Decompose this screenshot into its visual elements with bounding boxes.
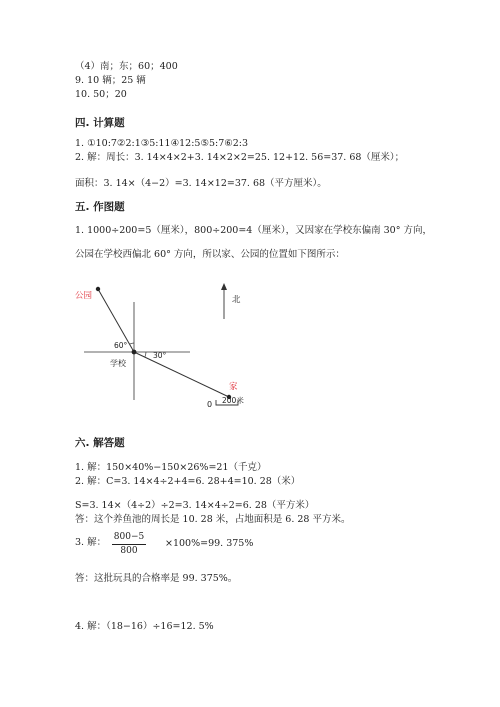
school-label: 学校 <box>110 359 126 368</box>
q3-suffix: ×100%=99. 375% <box>165 538 254 549</box>
drawing-line-2: 公园在学校西偏北 60° 方向，所以家、公园的位置如下图所示： <box>75 249 345 260</box>
north-arrow-icon <box>221 283 227 290</box>
home-label: 家 <box>229 382 238 392</box>
angle-30-label: 30° <box>153 351 167 360</box>
answer-line-9: 9. 10 辆；25 辆 <box>75 75 146 86</box>
q3-denominator: 800 <box>120 546 138 556</box>
answer-line-10: 10. 50；20 <box>75 89 127 100</box>
calc-line-1: 1. ①10:7②2:1③5:11④12:5⑤5:7⑥2:3 <box>75 138 249 149</box>
drawing-line-1: 1. 1000÷200=5（厘米），800÷200=4（厘米），又因家在学校东偏南 30° 方向， <box>75 225 432 236</box>
q3-prefix: 3. 解： <box>75 537 107 548</box>
q4-line: 4. 解：（18−16）÷16=12. 5% <box>75 621 214 632</box>
answer-line-4: （4）南；东；60；400 <box>75 61 178 72</box>
angle-30-arc <box>145 352 146 357</box>
school-home-line <box>134 352 229 397</box>
north-label: 北 <box>232 295 241 305</box>
solution-line-2: 2. 解：C=3. 14×4÷2+4=6. 28+4=10. 28（米） <box>75 476 301 487</box>
calc-line-3: 面积：3. 14×（4−2）=3. 14×12=37. 68（平方厘米）。 <box>75 178 327 189</box>
solution-line-4: 答：这个养鱼池的周长是 10. 28 米，占地面积是 6. 28 平方米。 <box>75 514 351 525</box>
q3-answer: 答：这批玩具的合格率是 99. 375%。 <box>75 573 238 584</box>
solution-line-1: 1. 解：150×40%−150×26%=21（千克） <box>75 462 267 473</box>
calc-line-2: 2. 解：周长：3. 14×4×2+3. 14×2×2=25. 12+12. 56=37. 68（厘米）； <box>75 152 405 163</box>
park-point <box>96 287 100 291</box>
angle-60-arc <box>130 343 134 344</box>
scale-label: 200米 <box>222 396 244 405</box>
section-heading-drawing: 五. 作图题 <box>75 201 125 213</box>
solution-line-3: S=3. 14×（4÷2）÷2=3. 14×4÷2=6. 28（平方米） <box>75 500 315 511</box>
section-heading-solutions: 六. 解答题 <box>75 437 125 449</box>
q3-fraction-bar <box>112 544 146 545</box>
section-heading-calculation: 四. 计算题 <box>75 117 125 129</box>
angle-60-label: 60° <box>114 341 128 350</box>
school-point <box>132 350 137 355</box>
park-label: 公园 <box>75 291 93 301</box>
scale-zero-label: 0 <box>207 400 213 409</box>
q3-numerator: 800−5 <box>113 532 145 542</box>
